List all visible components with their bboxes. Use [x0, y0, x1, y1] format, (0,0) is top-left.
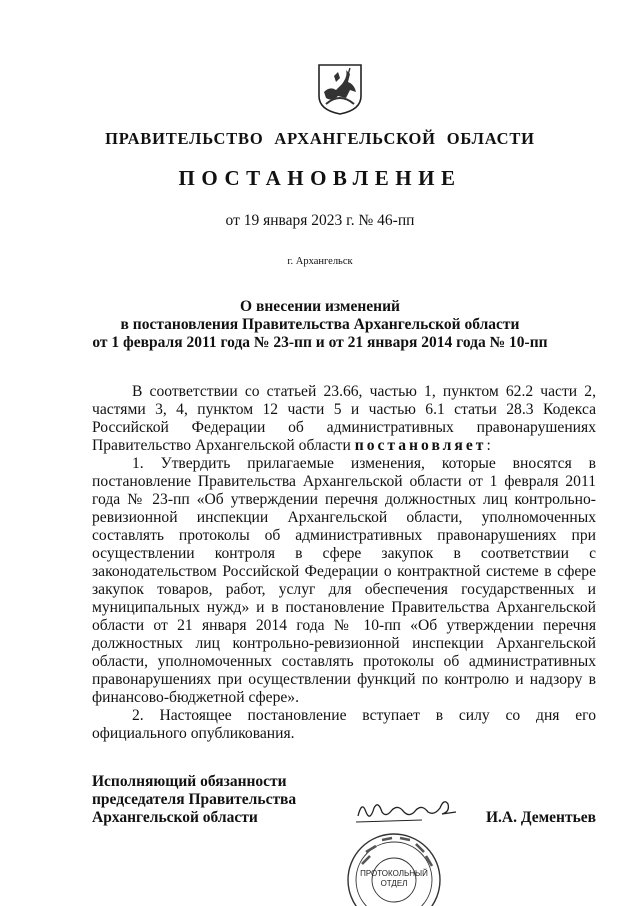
clause-1-paragraph: 1. Утвердить прилагаемые изменения, которые вносятся в постановление Правительства Архангельской области от 1 февраля 2011 года № 23-пп «Об утверждении перечня должностных лиц контрольно-ревизионной инспекции Архангельской области, уполномоченных составлять протоколы об административных правонарушениях при осуществлении контроля в сфере закупок в соответствии с законодательством Российской Федерации о контрактной системе в сфере закупок товаров, работ, услуг для обеспечения государственных и муниципальных нужд» и в постановление Правительства Архангельской области от 21 января 2014 года № 10-пп «Об утверждении перечня должностных лиц контрольно-ревизионной инспекции Архангельской области, уполномоченных составлять протоколы об административных правонарушениях при осуществлении функций по контролю и надзору в финансово-бюджетной сфере».	[92, 455, 596, 706]
preamble-end: :	[486, 437, 491, 454]
title-line: в постановления Правительства Архангельской области	[120, 316, 520, 333]
clause-2-paragraph: 2. Настоящее постановление вступает в силу со дня его официального опубликования.	[92, 707, 596, 742]
preamble-paragraph	[92, 383, 596, 455]
coat-of-arms-icon	[316, 62, 364, 116]
document-body	[92, 383, 596, 743]
signatory-position	[92, 773, 296, 827]
title-line: от 1 февраля 2011 года № 23-пп и от 21 января 2014 года № 10-пп	[92, 334, 548, 351]
signatory-name: И.А. Дементьев	[486, 809, 597, 826]
position-line: Исполняющий обязанности	[92, 773, 287, 790]
document-title	[0, 298, 640, 352]
handwritten-signature-icon	[352, 786, 462, 830]
position-line: Архангельской области	[92, 809, 258, 826]
government-name: ПРАВИТЕЛЬСТВО АРХАНГЕЛЬСКОЙ ОБЛАСТИ	[105, 129, 535, 148]
stamp-text: ПРОТОКОЛЬНЫЙ	[360, 869, 428, 878]
stamp-text: ОТДЕЛ	[380, 879, 408, 888]
document-type: ПОСТАНОВЛЕНИЕ	[178, 166, 462, 190]
preamble-text: В соответствии со статьей 23.66, частью 1, пунктом 62.2 части 2, частями 3, 4, пунктом 12 части 5 и частью 6.1 статьи 28.3 Кодекса Российской Федерации об административных правонарушениях Правительство Архангельской области	[92, 383, 596, 454]
document-date-number: от 19 января 2023 г. № 46-пп	[225, 212, 415, 229]
title-line: О внесении изменений	[240, 298, 400, 315]
position-line: председателя Правительства	[92, 791, 297, 808]
document-city: г. Архангельск	[287, 256, 353, 267]
round-stamp-icon	[340, 826, 444, 906]
decree-word: постановляет	[354, 437, 487, 454]
